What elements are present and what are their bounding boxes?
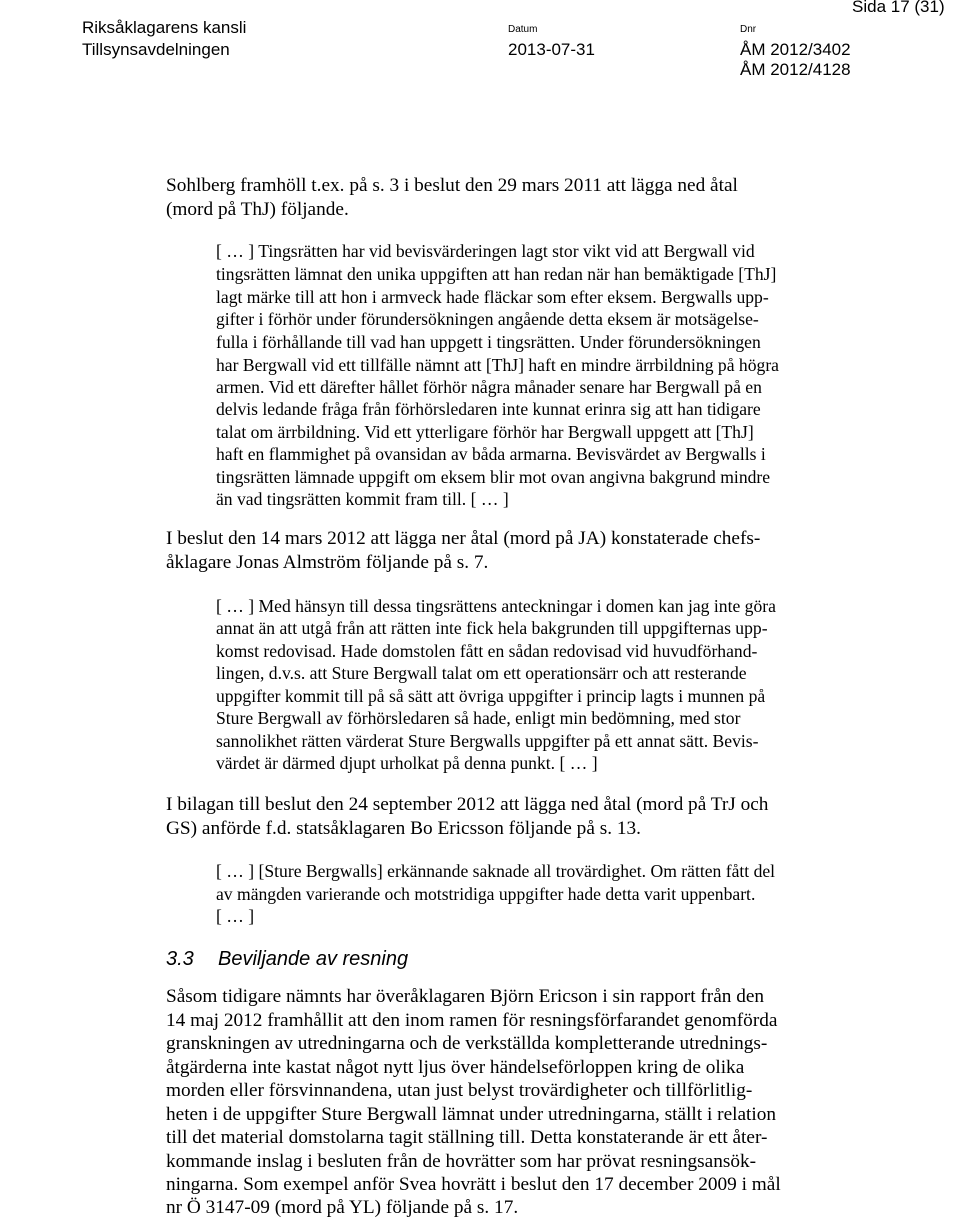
- quote-line: uppgifter kommit till på så sätt att övriga uppgifter i princip lagts i munnen på: [216, 686, 766, 706]
- quote-line: [ … ] Med hänsyn till dessa tingsrättens anteckningar i domen kan jag inte göra: [216, 596, 776, 616]
- date-label: Datum: [508, 24, 538, 35]
- quote-line: [ … ] [Sture Bergwalls] erkännande saknade all trovärdighet. Om rätten fått del: [216, 861, 776, 881]
- quote-line: har Bergwall vid ett tillfälle nämnt att [ThJ] haft en mindre ärrbildning på högra: [216, 355, 779, 375]
- text-line: åklagare Jonas Almström följande på s. 7.: [166, 552, 489, 573]
- text-line: morden eller försvinnandena, utan just belyst trovärdigheter och tillförlitlig-: [166, 1080, 753, 1101]
- quote-line: värdet är därmed djupt urholkat på denna punkt. [ … ]: [216, 753, 598, 773]
- date-value: 2013-07-31: [508, 40, 595, 59]
- quote-line: lingen, d.v.s. att Sture Bergwall talat om ett operationsärr och att resterande: [216, 663, 747, 683]
- quote-line: fulla i förhållande till vad han uppgett i tingsrätten. Under förundersökningen: [216, 332, 761, 352]
- page-number: Sida 17 (31): [852, 0, 945, 16]
- dnr-value-1: ÅM 2012/3402: [740, 40, 851, 59]
- quote-line: delvis ledande fråga från förhörsledaren inte kunnat erinra sig att han tidigare: [216, 399, 761, 419]
- quote-line: sannolikhet rätten värderat Sture Bergwalls uppgifter på ett annat sätt. Bevis-: [216, 731, 759, 751]
- text-line: nr Ö 3147-09 (mord på YL) följande på s. 17.: [166, 1197, 519, 1218]
- quote-line: än vad tingsrätten kommit fram till. [ … ]: [216, 489, 509, 509]
- text-line: Såsom tidigare nämnts har överåklagaren Björn Ericson i sin rapport från den: [166, 986, 765, 1007]
- text-line: åtgärderna inte kastat något nytt ljus över händelseförloppen kring de olika: [166, 1057, 745, 1078]
- text-line: (mord på ThJ) följande.: [166, 199, 349, 220]
- text-line: 14 maj 2012 framhållit att den inom ramen för resningsförfarandet genomförda: [166, 1010, 778, 1031]
- quote-line: av mängden varierande och motstridiga uppgifter hade detta varit uppenbart.: [216, 884, 756, 904]
- quote-line: talat om ärrbildning. Vid ett ytterligare förhör har Bergwall uppgett att [ThJ]: [216, 422, 754, 442]
- text-line: granskningen av utredningarna och de verkställda kompletterande utrednings-: [166, 1033, 768, 1054]
- dnr-value-2: ÅM 2012/4128: [740, 60, 851, 79]
- department-name: Tillsynsavdelningen: [82, 40, 230, 59]
- text-line: ningarna. Som exempel anför Svea hovrätt i beslut den 17 december 2009 i mål: [166, 1174, 781, 1195]
- text-line: till det material domstolarna tagit ställning till. Detta konstaterande är ett åter-: [166, 1127, 768, 1148]
- text-line: GS) anförde f.d. statsåklagaren Bo Ericsson följande på s. 13.: [166, 818, 641, 839]
- text-line: kommande inslag i besluten från de hovrätter som har prövat resningsansök-: [166, 1151, 757, 1172]
- text-line: Sohlberg framhöll t.ex. på s. 3 i beslut den 29 mars 2011 att lägga ned åtal: [166, 175, 738, 196]
- quote-line: annat än att utgå från att rätten inte fick hela bakgrunden till uppgifternas upp-: [216, 618, 768, 638]
- quote-line: Sture Bergwall av förhörsledaren så hade, enligt min bedömning, med stor: [216, 708, 741, 728]
- org-name: Riksåklagarens kansli: [82, 18, 247, 37]
- quote-line: armen. Vid ett därefter hållet förhör några månader senare har Bergwall på en: [216, 377, 762, 397]
- quote-line: [ … ] Tingsrätten har vid bevisvärderingen lagt stor vikt vid att Bergwall vid: [216, 241, 755, 261]
- text-line: I bilagan till beslut den 24 september 2012 att lägga ned åtal (mord på TrJ och: [166, 794, 769, 815]
- quote-line: komst redovisad. Hade domstolen fått en sådan redovisad vid huvudförhand-: [216, 641, 758, 661]
- quote-line: tingsrätten lämnat den unika uppgiften att han redan när han bemäktigade [ThJ]: [216, 264, 777, 284]
- quote-line: gifter i förhör under förundersökningen angående detta eksem är motsägelse-: [216, 309, 759, 329]
- dnr-label: Dnr: [740, 24, 757, 35]
- text-line: heten i de uppgifter Sture Bergwall lämnat under utredningarna, ställt i relation: [166, 1104, 777, 1125]
- section-title: Beviljande av resning: [218, 948, 409, 970]
- quote-line: haft en flammighet på ovansidan av båda armarna. Bevisvärdet av Bergwalls i: [216, 444, 766, 464]
- section-number: 3.3: [166, 948, 194, 970]
- quote-line: [ … ]: [216, 906, 255, 926]
- quote-line: lagt märke till att hon i armveck hade fläckar som efter eksem. Bergwalls upp-: [216, 287, 769, 307]
- quote-line: tingsrätten lämnade uppgift om eksem blir mot ovan angivna bakgrund mindre: [216, 467, 771, 487]
- text-line: I beslut den 14 mars 2012 att lägga ner åtal (mord på JA) konstaterade chefs-: [166, 528, 761, 549]
